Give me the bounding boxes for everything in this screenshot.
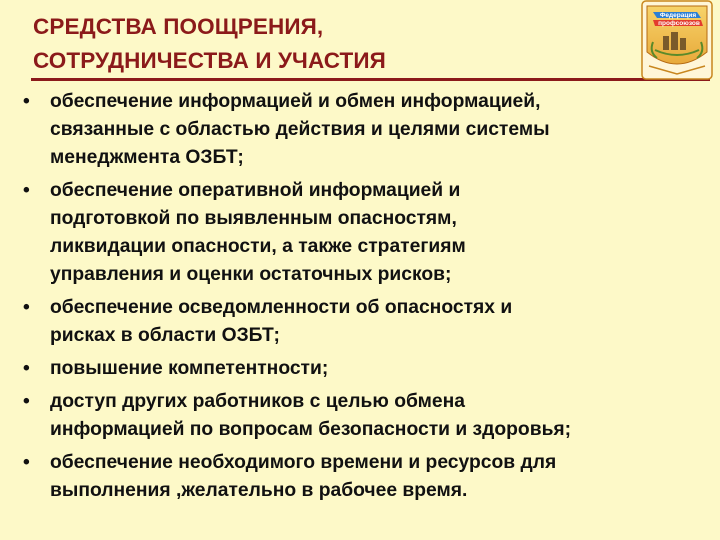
slide-title-line: СРЕДСТВА ПООЩРЕНИЯ, xyxy=(33,14,324,39)
bullet-text-line: обеспечение необходимого времени и ресурсов для xyxy=(50,452,557,473)
bullet-item xyxy=(14,355,714,383)
bullet-text-line: доступ других работников с целью обмена xyxy=(50,391,465,412)
bullet-item xyxy=(14,88,714,172)
bullet-item xyxy=(14,177,714,289)
bullet-dot: • xyxy=(23,452,30,473)
emblem-logo-icon xyxy=(641,0,713,80)
logo-text-line: Федерация xyxy=(659,12,697,19)
bullet-text-line: обеспечение оперативной информацией и xyxy=(50,180,461,201)
bullet-item xyxy=(14,388,714,444)
bullet-text-line: информацией по вопросам безопасности и здоровья; xyxy=(50,419,572,440)
bullet-text-line: управления и оценки остаточных рисков; xyxy=(50,264,452,285)
bullet-text-line: связанные с областью действия и целями системы xyxy=(50,119,550,140)
bullet-text-line: ликвидации опасности, а также стратегиям xyxy=(50,236,466,257)
slide-title-line: СОТРУДНИЧЕСТВА И УЧАСТИЯ xyxy=(33,48,386,73)
bullet-item xyxy=(14,294,714,350)
bullet-text-line: обеспечение осведомленности об опасностях и xyxy=(50,297,513,318)
bullet-text-line: рисках в области ОЗБТ; xyxy=(50,325,280,346)
bullet-dot: • xyxy=(23,180,30,201)
bullet-dot: • xyxy=(23,297,30,318)
logo-text-line: профсоюзов xyxy=(658,20,700,27)
bullet-text-line: подготовкой по выявленным опасностям, xyxy=(50,208,457,229)
bullet-list xyxy=(14,88,714,510)
bullet-text-line: выполнения ,желательно в рабочее время. xyxy=(50,480,468,501)
bullet-text-line: повышение компетентности; xyxy=(50,358,329,379)
title-divider xyxy=(31,78,710,81)
bullet-text-line: обеспечение информацией и обмен информацией, xyxy=(50,91,541,112)
bullet-dot: • xyxy=(23,358,30,379)
bullet-dot: • xyxy=(23,91,30,112)
slide-title xyxy=(33,10,593,78)
bullet-item xyxy=(14,449,714,505)
bullet-text-line: менеджмента ОЗБТ; xyxy=(50,147,244,168)
bullet-dot: • xyxy=(23,391,30,412)
